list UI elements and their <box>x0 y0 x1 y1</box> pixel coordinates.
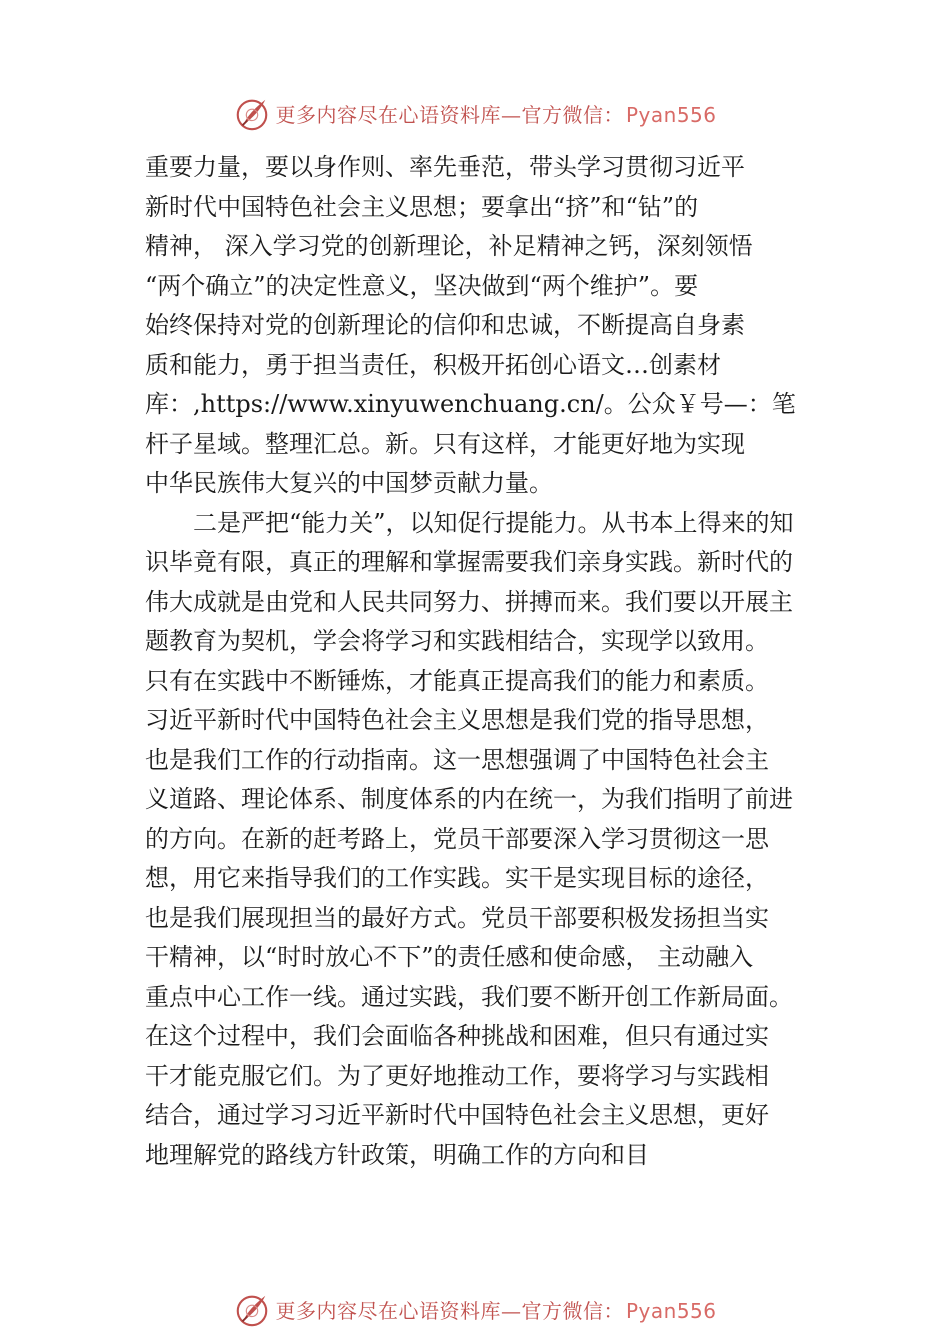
header-dash: — <box>500 102 522 127</box>
footer-dash: — <box>500 1298 522 1323</box>
footer-wechat-label: 官方微信： <box>521 1298 624 1323</box>
text-line: 精神， 深入学习党的创新理论，补足精神之钙，深刻领悟 <box>145 232 753 260</box>
text-line: 题教育为契机，学会将学习和实践相结合，实现学以致用。 <box>145 627 769 655</box>
header-banner <box>233 94 716 132</box>
text-line: 杆子星域。整理汇总。新。只有这样，才能更好地为实现 <box>145 429 745 458</box>
footer-banner <box>233 1290 716 1328</box>
quill-logo-icon <box>233 1290 271 1328</box>
footer-banner-text <box>275 1295 716 1324</box>
text-line: 义道路、理论体系、制度体系的内在统一，为我们指明了前进 <box>145 785 793 813</box>
text-line: 重点中心工作一线。通过实践，我们要不断开创工作新局面。 <box>145 982 793 1011</box>
paragraph-start-line: 二是严把“能力关”，以知促行提能力。从书本上得来的知 <box>193 508 794 537</box>
header-banner-text <box>275 99 716 128</box>
text-line: 干才能克服它们。为了更好地推动工作，要将学习与实践相 <box>145 1061 769 1090</box>
text-line: 也是我们工作的行动指南。这一思想强调了中国特色社会主 <box>145 745 769 774</box>
text-line: 库：,https://www.xinyuwenchuang.cn/。公众￥号—：笔 <box>145 390 796 418</box>
text-line: 干精神，以“时时放心不下”的责任感和使命感， 主动融入 <box>145 943 754 971</box>
footer-site-name: 更多内容尽在心语资料库 <box>275 1298 501 1323</box>
text-line: 想，用它来指导我们的工作实践。实干是实现目标的途径， <box>145 864 769 892</box>
text-line: 习近平新时代中国特色社会主义思想是我们党的指导思想， <box>145 706 769 734</box>
text-line: 中华民族伟大复兴的中国梦贡献力量。 <box>145 469 553 497</box>
text-line: 结合，通过学习习近平新时代中国特色社会主义思想，更好 <box>145 1101 769 1129</box>
text-line: 的方向。在新的赶考路上，党员干部要深入学习贯彻这一思 <box>145 824 769 853</box>
text-line: 只有在实践中不断锤炼，才能真正提高我们的能力和素质。 <box>145 666 769 695</box>
header-site-name: 更多内容尽在心语资料库 <box>275 102 501 127</box>
header-wechat-label: 官方微信： <box>521 102 624 127</box>
header-wechat-id: Pyan556 <box>625 102 717 127</box>
text-line: 也是我们展现担当的最好方式。党员干部要积极发扬担当实 <box>145 903 769 932</box>
text-line: 地理解党的路线方针政策，明确工作的方向和目 <box>145 1140 649 1169</box>
page-header <box>0 93 950 133</box>
text-line: 始终保持对党的创新理论的信仰和忠诚，不断提高自身素 <box>145 311 745 339</box>
text-line: 伟大成就是由党和人民共同努力、拼搏而来。我们要以开展主 <box>145 587 793 616</box>
quill-logo-icon <box>233 94 271 132</box>
text-line: 重要力量，要以身作则、率先垂范，带头学习贯彻习近平 <box>145 153 745 181</box>
text-line: 质和能力，勇于担当责任，积极开拓创心语文…创素材 <box>145 350 721 379</box>
text-line: 识毕竟有限，真正的理解和掌握需要我们亲身实践。新时代的 <box>145 548 793 576</box>
text-line: 新时代中国特色社会主义思想；要拿出“挤”和“钻”的 <box>145 192 699 221</box>
text-line: “两个确立”的决定性意义，坚决做到“两个维护”。要 <box>145 271 699 300</box>
page-footer <box>0 1289 950 1329</box>
document-body <box>145 148 825 1175</box>
text-line: 在这个过程中，我们会面临各种挑战和困难，但只有通过实 <box>145 1022 769 1050</box>
footer-wechat-id: Pyan556 <box>625 1298 717 1323</box>
